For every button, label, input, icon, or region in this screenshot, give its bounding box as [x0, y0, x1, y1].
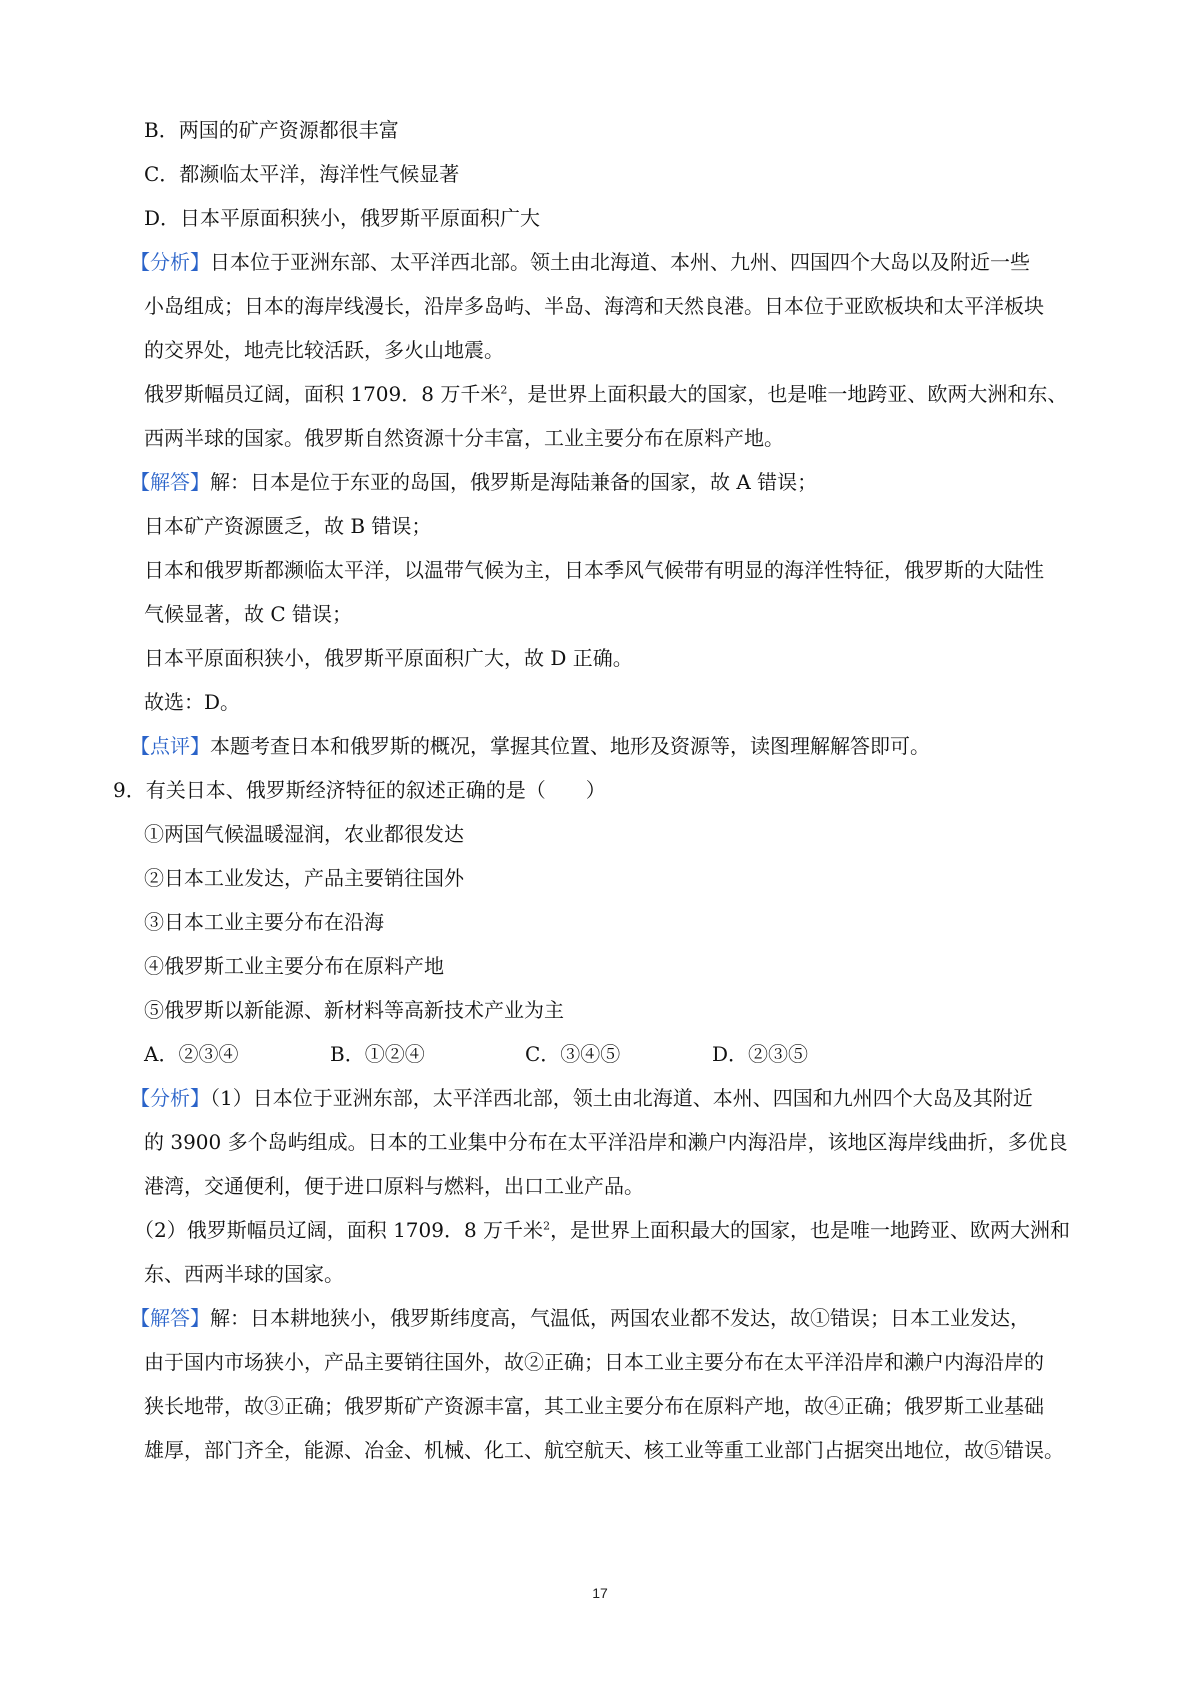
superscript-2: 2 [500, 383, 508, 397]
q9-option-a: A．②③④ [144, 1042, 239, 1066]
answer-tag: 【解答】 [130, 1306, 210, 1330]
q9-stem: 9．有关日本、俄罗斯经济特征的叙述正确的是（ ） [113, 778, 606, 802]
q8-answer-line-5: 日本平原面积狭小，俄罗斯平原面积广大，故 D 正确。 [144, 646, 633, 670]
q8-answer-line-6: 故选：D。 [144, 690, 241, 714]
q8-comment [130, 732, 930, 760]
analysis-tag: 【分析】 [130, 250, 210, 274]
q9-statement-1: ①两国气候温暖湿润，农业都很发达 [144, 822, 464, 846]
q8-option-c: C．都濒临太平洋，海洋性气候显著 [144, 162, 460, 186]
q9-statement-5: ⑤俄罗斯以新能源、新材料等高新技术产业为主 [144, 998, 564, 1022]
q9-option-b: B．①②④ [330, 1042, 425, 1066]
q9-statement-2: ②日本工业发达，产品主要销往国外 [144, 866, 464, 890]
q8-analysis-line-1 [130, 248, 1030, 276]
answer-tag: 【解答】 [130, 470, 210, 494]
q8-option-b: B．两国的矿产资源都很丰富 [144, 118, 399, 142]
q9-analysis-line-5: 东、西两半球的国家。 [144, 1262, 344, 1286]
page-number: 17 [592, 1585, 608, 1601]
q9-answer-line-2: 由于国内市场狭小，产品主要销往国外，故②正确；日本工业主要分布在太平洋沿岸和濑户内海沿岸的 [144, 1350, 1044, 1374]
q8-answer-line-1 [130, 468, 817, 496]
q9-statement-3: ③日本工业主要分布在沿海 [144, 910, 384, 934]
superscript-2: 2 [543, 1219, 551, 1233]
q9-answer-line-1 [130, 1304, 1030, 1332]
q8-analysis-line-2: 小岛组成；日本的海岸线漫长，沿岸多岛屿、半岛、海湾和天然良港。日本位于亚欧板块和太平洋板块 [144, 294, 1044, 318]
q8-analysis-text-4b: ，是世界上面积最大的国家，也是唯一地跨亚、欧两大洲和东、 [507, 382, 1068, 406]
analysis-tag: 【分析】 [130, 1086, 210, 1110]
q8-analysis-text-4a: 俄罗斯幅员辽阔，面积 1709．8 万千米 [144, 382, 501, 406]
q8-answer-text-1: 解：日本是位于东亚的岛国，俄罗斯是海陆兼备的国家，故 A 错误； [210, 470, 818, 494]
q9-analysis-line-4 [134, 1216, 1070, 1244]
q9-analysis-text-4b: ，是世界上面积最大的国家，也是唯一地跨亚、欧两大洲和 [550, 1218, 1071, 1242]
q8-option-d: D．日本平原面积狭小，俄罗斯平原面积广大 [144, 206, 541, 230]
q8-answer-line-3: 日本和俄罗斯都濒临太平洋，以温带气候为主，日本季风气候带有明显的海洋性特征，俄罗斯的大陆性 [144, 558, 1044, 582]
comment-tag: 【点评】 [130, 734, 210, 758]
q8-answer-line-2: 日本矿产资源匮乏，故 B 错误； [144, 514, 432, 538]
q9-answer-text-1: 解：日本耕地狭小，俄罗斯纬度高，气温低，两国农业都不发达，故①错误；日本工业发达， [210, 1306, 1030, 1330]
q9-statement-4: ④俄罗斯工业主要分布在原料产地 [144, 954, 444, 978]
q8-analysis-line-5: 西两半球的国家。俄罗斯自然资源十分丰富，工业主要分布在原料产地。 [144, 426, 784, 450]
q9-answer-line-3: 狭长地带，故③正确；俄罗斯矿产资源丰富，其工业主要分布在原料产地，故④正确；俄罗斯工业基础 [144, 1394, 1044, 1418]
q9-analysis-line-1 [130, 1084, 1033, 1112]
q8-answer-line-4: 气候显著，故 C 错误； [144, 602, 353, 626]
q8-analysis-line-3: 的交界处，地壳比较活跃，多火山地震。 [144, 338, 504, 362]
q9-analysis-text-1: （1）日本位于亚洲东部，太平洋西北部，领土由北海道、本州、四国和九州四个大岛及其附近 [210, 1086, 1033, 1110]
q9-option-d: D．②③⑤ [712, 1042, 809, 1066]
q9-analysis-text-4a: （2）俄罗斯幅员辽阔，面积 1709．8 万千米 [134, 1218, 544, 1242]
q9-answer-line-4: 雄厚，部门齐全，能源、冶金、机械、化工、航空航天、核工业等重工业部门占据突出地位，故⑤错误。 [144, 1438, 1064, 1462]
q8-analysis-line-4 [144, 380, 1067, 408]
q9-analysis-line-3: 港湾，交通便利，便于进口原料与燃料，出口工业产品。 [144, 1174, 644, 1198]
q9-analysis-line-2: 的 3900 多个岛屿组成。日本的工业集中分布在太平洋沿岸和濑户内海沿岸，该地区海岸线曲折，多优良 [144, 1130, 1068, 1154]
q9-option-c: C．③④⑤ [525, 1042, 621, 1066]
q8-analysis-text-1: 日本位于亚洲东部、太平洋西北部。领土由北海道、本州、九州、四国四个大岛以及附近一些 [210, 250, 1030, 274]
q8-comment-text: 本题考查日本和俄罗斯的概况，掌握其位置、地形及资源等，读图理解解答即可。 [210, 734, 930, 758]
